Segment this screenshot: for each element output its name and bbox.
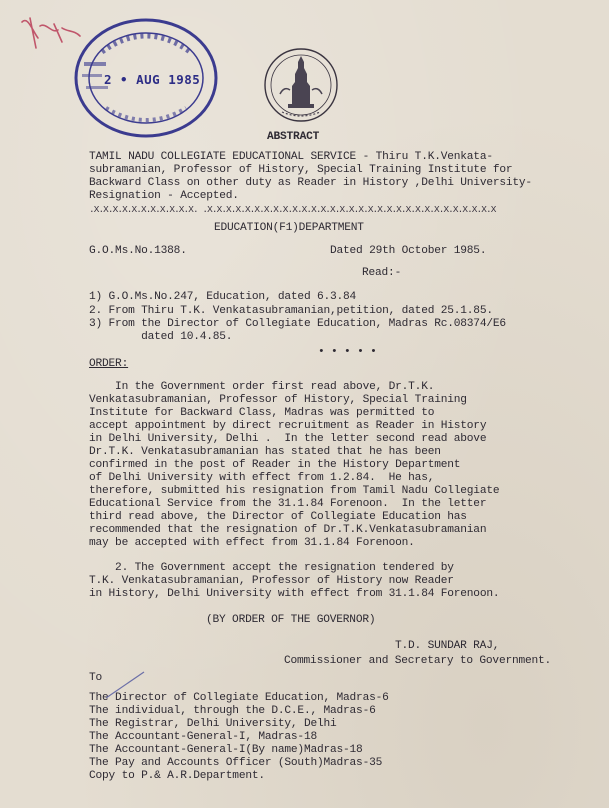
- signatory-title: Commissioner and Secretary to Government.: [284, 655, 552, 667]
- stamp-date: 2 • AUG 1985: [104, 72, 201, 87]
- department-heading: EDUCATION(F1)DEPARTMENT: [214, 222, 364, 234]
- recipient-3: The Registrar, Delhi University, Delhi: [89, 718, 337, 730]
- reference-3-date: dated 10.4.85.: [89, 331, 233, 343]
- abstract-heading: ABSTRACT: [267, 131, 320, 143]
- pencil-tick-mark: [104, 668, 148, 702]
- para1-line-3: Institute for Backward Class, Madras was permitted to: [89, 407, 435, 419]
- to-label: To: [89, 672, 103, 684]
- copy-to-line: Copy to P.& A.R.Department.: [89, 770, 265, 782]
- recipient-2: The individual, through the D.C.E., Madras-6: [89, 705, 376, 717]
- subject-line-4: Resignation - Accepted.: [89, 190, 239, 202]
- para1-line-6: Dr.T.K. Venkatasubramanian has stated that he has been: [89, 446, 441, 458]
- reference-3: 3) From the Director of Collegiate Education, Madras Rc.08374/E6: [89, 318, 506, 330]
- recipient-1: The Director of Collegiate Education, Madras-6: [89, 692, 389, 704]
- recipient-6: The Pay and Accounts Officer (South)Madras-35: [89, 757, 383, 769]
- para1-line-4: accept appointment by direct recruitment as Reader in History: [89, 420, 487, 432]
- recipient-5: The Accountant-General-I(By name)Madras-18: [89, 744, 363, 756]
- para1-line-8: of Delhi University with effect from 1.2.84. He has,: [89, 472, 435, 484]
- subject-line-3: Backward Class on other duty as Reader in History ,Delhi University-: [89, 177, 532, 189]
- subject-line-1: TAMIL NADU COLLEGIATE EDUCATIONAL SERVICE - Thiru T.K.Venkata-: [89, 151, 493, 163]
- government-emblem-icon: [262, 46, 340, 124]
- para1-line-1: In the Government order first read above, Dr.T.K.: [89, 381, 435, 393]
- reference-2: 2. From Thiru T.K. Venkatasubramanian,petition, dated 25.1.85.: [89, 305, 493, 317]
- para1-line-7: confirmed in the post of Reader in the History Department: [89, 459, 461, 471]
- order-date: Dated 29th October 1985.: [330, 245, 487, 257]
- go-number: G.O.Ms.No.1388.: [89, 245, 187, 257]
- para2-line-3: in History, Delhi University with effect from 31.1.84 Forenoon.: [89, 588, 500, 600]
- para2-line-1: 2. The Government accept the resignation tendered by: [89, 562, 454, 574]
- para1-line-11: third read above, the Director of Collegiate Education has: [89, 511, 467, 523]
- read-label: Read:-: [362, 267, 402, 279]
- recipient-4: The Accountant-General-I, Madras-18: [89, 731, 317, 743]
- para1-line-13: may be accepted with effect from 31.1.84 Forenoon.: [89, 537, 415, 549]
- signatory-name: T.D. SUNDAR RAJ,: [395, 640, 500, 652]
- para1-line-12: recommended that the resignation of Dr.T.K.Venkatasubramanian: [89, 524, 487, 536]
- by-order-line: (BY ORDER OF THE GOVERNOR): [206, 614, 376, 626]
- para1-line-2: Venkatasubramanian, Professor of History, Special Training: [89, 394, 467, 406]
- para1-line-5: in Delhi University, Delhi . In the letter second read above: [89, 433, 487, 445]
- para1-line-9: therefore, submitted his resignation from Tamil Nadu Collegiate: [89, 485, 500, 497]
- order-label: ORDER:: [89, 358, 129, 370]
- subject-line-2: subramanian, Professor of History, Special Training Institute for: [89, 164, 513, 176]
- separator-line: .X.X.X.X.X.X.X.X.X.X.X. .X.X.X.X.X.X.X.X.X.X.X.X.X.X.X.X.X.X.X.X.X.X.X.X.X.X.X.X.X.X.X: [89, 204, 496, 215]
- para1-line-10: Educational Service from the 31.1.84 Forenoon. In the letter: [89, 498, 487, 510]
- para2-line-2: T.K. Venkatasubramanian, Professor of History now Reader: [89, 575, 454, 587]
- stars-divider: • • • • •: [318, 346, 377, 358]
- reference-1: 1) G.O.Ms.No.247, Education, dated 6.3.84: [89, 291, 357, 303]
